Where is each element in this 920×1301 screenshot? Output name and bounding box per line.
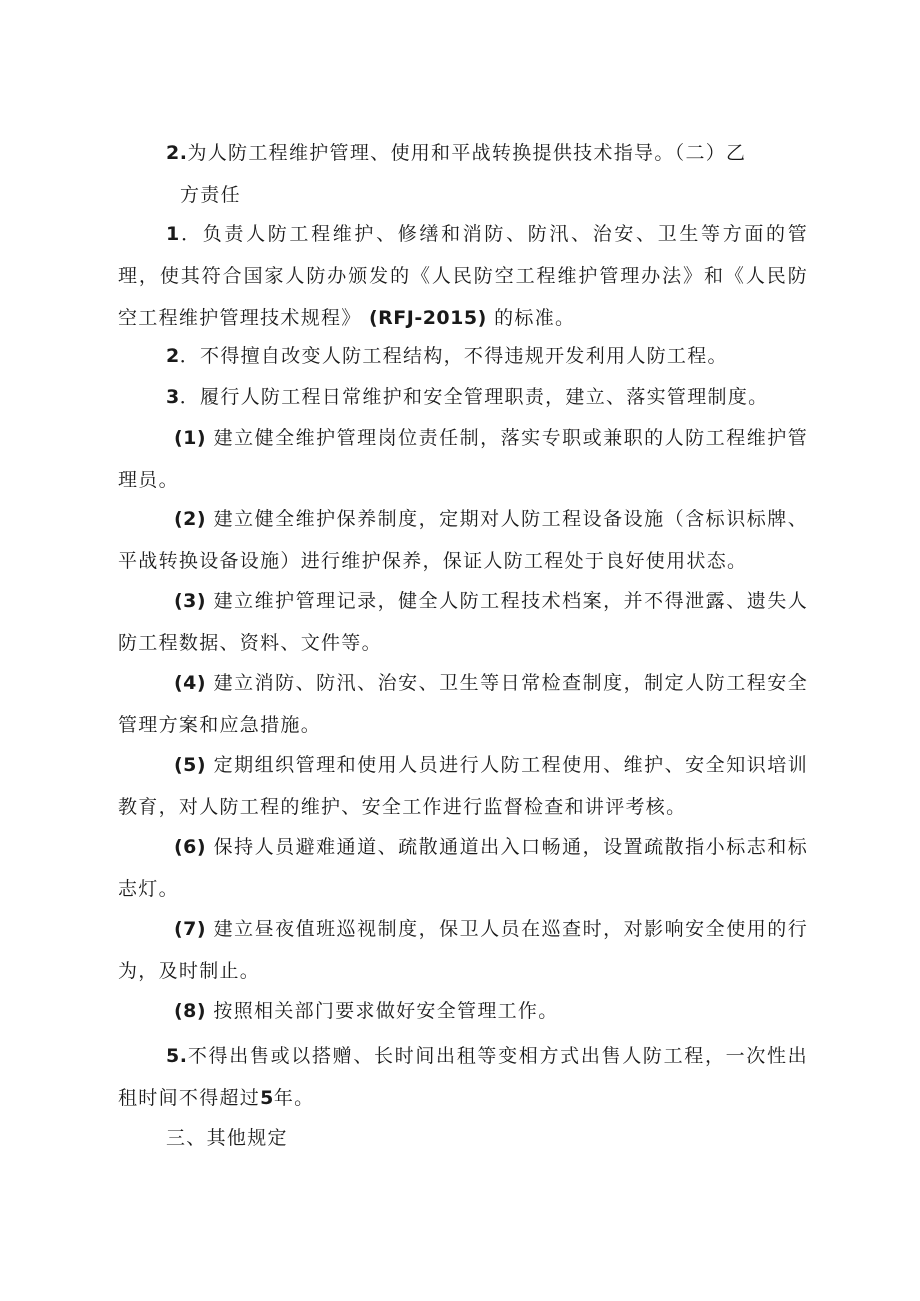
item-number: 1 xyxy=(166,223,180,245)
item-number: 5. xyxy=(166,1045,188,1067)
paragraph-text: 建立昼夜值班巡视制度，保卫人员在巡查时，对影响安全使用的行为，及时制止。 xyxy=(118,918,808,982)
sub-item-number: (3) xyxy=(174,590,207,612)
paragraph-line xyxy=(118,132,808,174)
paragraph-text-tail: 年。 xyxy=(273,1087,315,1109)
paragraph-sub-item-2 xyxy=(118,498,808,582)
paragraph-text: 不得出售或以搭赠、长时间出租等变相方式出售人防工程，一次性出租时间不得超过 xyxy=(118,1045,808,1109)
paragraph-text: ．不得擅自改变人防工程结构，不得违规开发利用人防工程。 xyxy=(179,345,728,367)
sub-item-number: (7) xyxy=(174,918,207,940)
paragraph-text-tail: 的标准。 xyxy=(486,307,576,329)
standard-code: (RFJ-2015) xyxy=(368,307,487,329)
paragraph-sub-item-3 xyxy=(118,580,808,664)
paragraph-sub-item-8 xyxy=(118,990,808,1032)
paragraph-text: 建立维护管理记录，健全人防工程技术档案，并不得泄露、遗失人防工程数据、资料、文件等。 xyxy=(118,590,808,654)
paragraph-sub-item-1 xyxy=(118,417,808,501)
item-number: 2. xyxy=(166,142,188,164)
sub-item-number: (4) xyxy=(174,672,207,694)
paragraph-sub-item-4 xyxy=(118,662,808,746)
sub-item-number: (6) xyxy=(174,836,207,858)
sub-item-number: (5) xyxy=(174,754,207,776)
sub-item-number: (2) xyxy=(174,508,207,530)
sub-item-number: (8) xyxy=(174,1000,207,1022)
paragraph-text: 建立消防、防汛、治安、卫生等日常检查制度，制定人防工程安全管理方案和应急措施。 xyxy=(118,672,808,736)
section-heading-other-provisions xyxy=(118,1117,808,1159)
paragraph-daily-duties xyxy=(118,376,808,418)
sub-item-number: (1) xyxy=(174,427,207,449)
section-heading-party-b: 方责任 xyxy=(180,184,241,206)
paragraph-text: 保持人员避难通道、疏散通道出入口畅通，设置疏散指小标志和标志灯。 xyxy=(118,836,808,900)
paragraph-sub-item-7 xyxy=(118,908,808,992)
paragraph-no-sale xyxy=(118,1035,808,1119)
paragraph-text: ．负责人防工程维护、修缮和消防、防汛、治安、卫生等方面的管理，使其符合国家人防办颁发的《人民防空工程维护管理办法》和《人民防空工程维护管理技术规程》 xyxy=(118,223,808,329)
paragraph-text: 建立健全维护管理岗位责任制，落实专职或兼职的人防工程维护管理员。 xyxy=(118,427,808,491)
paragraph-text: 按照相关部门要求做好安全管理工作。 xyxy=(206,1000,559,1022)
item-number: 3 xyxy=(166,386,180,408)
paragraph-text: ．履行人防工程日常维护和安全管理职责，建立、落实管理制度。 xyxy=(179,386,769,408)
paragraph-maintenance-responsibility xyxy=(118,213,808,339)
year-limit-number: 5 xyxy=(260,1087,274,1109)
paragraph-no-structure-change xyxy=(118,335,808,377)
paragraph-sub-item-6 xyxy=(118,826,808,910)
section-heading-text: 三、其他规定 xyxy=(166,1127,288,1149)
item-number: 2 xyxy=(166,345,180,367)
paragraph-text: 建立健全维护保养制度，定期对人防工程设备设施（含标识标牌、平战转换设备设施）进行维护保养，保证人防工程处于良好使用状态。 xyxy=(118,508,808,572)
paragraph-text: 定期组织管理和使用人员进行人防工程使用、维护、安全知识培训教育，对人防工程的维护、安全工作进行监督检查和讲评考核。 xyxy=(118,754,808,818)
paragraph-sub-item-5 xyxy=(118,744,808,828)
paragraph-tech-guidance xyxy=(118,132,808,216)
paragraph-text: 为人防工程维护管理、使用和平战转换提供技术指导。（二）乙 xyxy=(187,142,747,164)
